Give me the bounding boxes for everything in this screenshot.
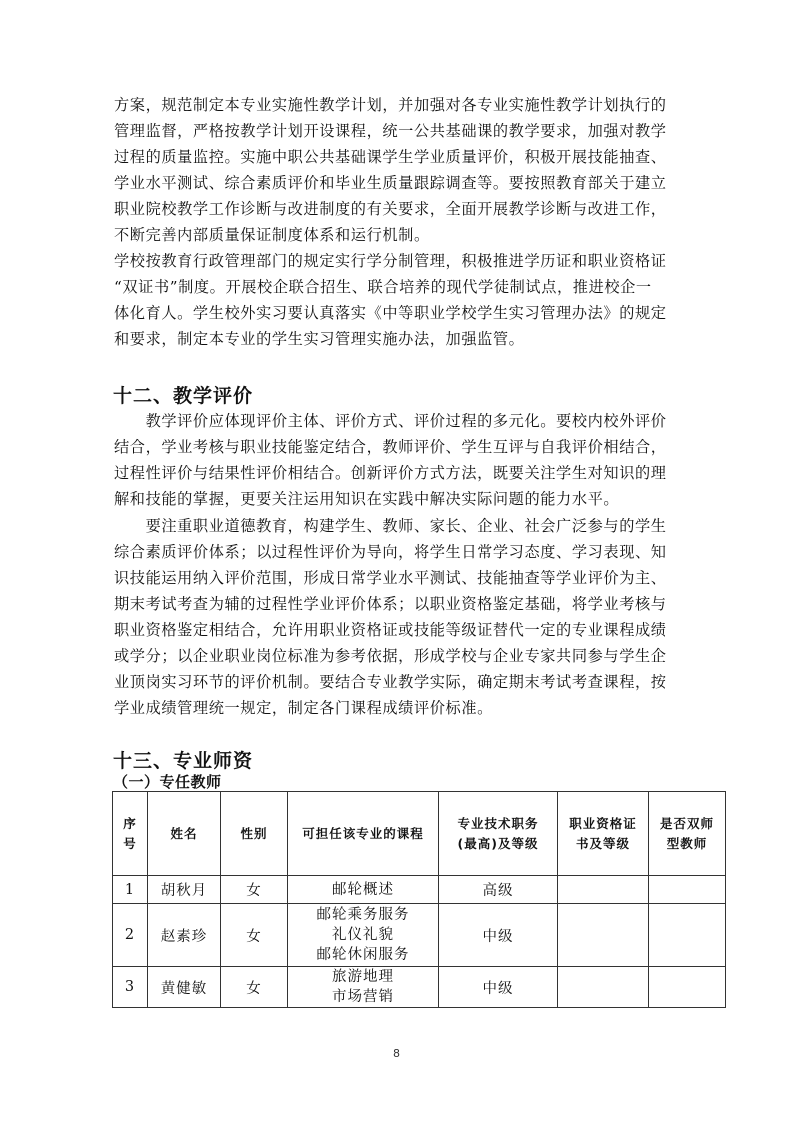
text-line: 职业资格鉴定相结合，允许用职业资格证或技能等级证替代一定的专业课程成绩 xyxy=(114,621,667,639)
text-line: 不断完善内部质量保证制度体系和运行机制。 xyxy=(114,226,430,244)
cell-courses: 旅游地理 市场营销 xyxy=(288,967,439,1008)
table-row xyxy=(113,876,726,904)
cell-title-level: 高级 xyxy=(439,876,558,904)
section-heading-faculty: 十三、专业师资 xyxy=(113,750,254,772)
text-line: 学业成绩管理统一规定，制定各门课程成绩评价标准。 xyxy=(114,699,493,717)
text-line: 教学评价应体现评价主体、评价方式、评价过程的多元化。要校内校外评价 xyxy=(114,412,667,430)
header-certificate: 职业资格证 书及等级 xyxy=(558,792,649,876)
cell-gender: 女 xyxy=(221,876,288,904)
cell-courses: 邮轮概述 xyxy=(288,876,439,904)
header-courses: 可担任该专业的课程 xyxy=(288,792,439,876)
cell-certificate xyxy=(558,904,649,967)
text-line: 期末考试考查为辅的过程性学业评价体系；以职业资格鉴定基础，将学业考核与 xyxy=(114,595,667,613)
cell-no: 1 xyxy=(113,876,148,904)
text-line: 综合素质评价体系；以过程性评价为导向，将学生日常学习态度、学习表现、知 xyxy=(114,543,667,561)
text-line: 识技能运用纳入评价范围，形成日常学业水平测试、技能抽查等学业评价为主、 xyxy=(114,569,667,587)
cell-name: 黄健敏 xyxy=(148,967,221,1008)
text-line: 解和技能的掌握，更要关注运用知识在实践中解决实际问题的能力水平。 xyxy=(114,490,620,508)
cell-dual-qualified xyxy=(649,876,726,904)
header-no: 序 号 xyxy=(113,792,148,876)
header-title-level: 专业技术职务 (最高)及等级 xyxy=(439,792,558,876)
teacher-table xyxy=(112,791,726,1008)
cell-certificate xyxy=(558,876,649,904)
cell-title-level: 中级 xyxy=(439,967,558,1008)
table-header-row xyxy=(113,792,726,876)
cell-dual-qualified xyxy=(649,967,726,1008)
page-number: 8 xyxy=(393,1047,400,1060)
text-line: “双证书”制度。开展校企联合招生、联合培养的现代学徒制试点，推进校企一 xyxy=(114,278,652,296)
section-heading-teaching-evaluation: 十二、教学评价 xyxy=(113,385,254,407)
subsection-heading-fulltime-teachers: （一）专任教师 xyxy=(113,773,222,791)
cell-no: 3 xyxy=(113,967,148,1008)
text-line: 管理监督，严格按教学计划开设课程，统一公共基础课的教学要求，加强对教学 xyxy=(114,122,667,140)
cell-name: 胡秋月 xyxy=(148,876,221,904)
text-line: 过程的质量监控。实施中职公共基础课学生学业质量评价，积极开展技能抽查、 xyxy=(114,148,667,166)
cell-courses: 邮轮乘务服务 礼仪礼貌 邮轮休闲服务 xyxy=(288,904,439,967)
cell-title-level: 中级 xyxy=(439,904,558,967)
text-line: 结合，学业考核与职业技能鉴定结合，教师评价、学生互评与自我评价相结合， xyxy=(114,438,667,456)
header-dual-qualified: 是否双师 型教师 xyxy=(649,792,726,876)
text-line: 和要求，制定本专业的学生实习管理实施办法，加强监管。 xyxy=(114,330,525,348)
text-line: 要注重职业道德教育，构建学生、教师、家长、企业、社会广泛参与的学生 xyxy=(114,517,667,535)
text-line: 学校按教育行政管理部门的规定实行学分制管理，积极推进学历证和职业资格证 xyxy=(114,252,667,270)
table-row xyxy=(113,904,726,967)
cell-dual-qualified xyxy=(649,904,726,967)
text-line: 业顶岗实习环节的评价机制。要结合专业教学实际，确定期末考试考查课程，按 xyxy=(114,673,667,691)
cell-no: 2 xyxy=(113,904,148,967)
text-line: 职业院校教学工作诊断与改进制度的有关要求，全面开展教学诊断与改进工作， xyxy=(114,200,667,218)
cell-name: 赵素珍 xyxy=(148,904,221,967)
cell-gender: 女 xyxy=(221,904,288,967)
text-line: 过程性评价与结果性评价相结合。创新评价方式方法，既要关注学生对知识的理 xyxy=(114,464,667,482)
header-name: 姓名 xyxy=(148,792,221,876)
text-line: 学业水平测试、综合素质评价和毕业生质量跟踪调查等。要按照教育部关于建立 xyxy=(114,174,667,192)
text-line: 体化育人。学生校外实习要认真落实《中等职业学校学生实习管理办法》的规定 xyxy=(114,304,667,322)
text-line: 方案，规范制定本专业实施性教学计划，并加强对各专业实施性教学计划执行的 xyxy=(114,96,667,114)
text-line: 或学分；以企业职业岗位标准为参考依据，形成学校与企业专家共同参与学生企 xyxy=(114,647,667,665)
cell-gender: 女 xyxy=(221,967,288,1008)
table-row xyxy=(113,967,726,1008)
header-gender: 性别 xyxy=(221,792,288,876)
cell-certificate xyxy=(558,967,649,1008)
